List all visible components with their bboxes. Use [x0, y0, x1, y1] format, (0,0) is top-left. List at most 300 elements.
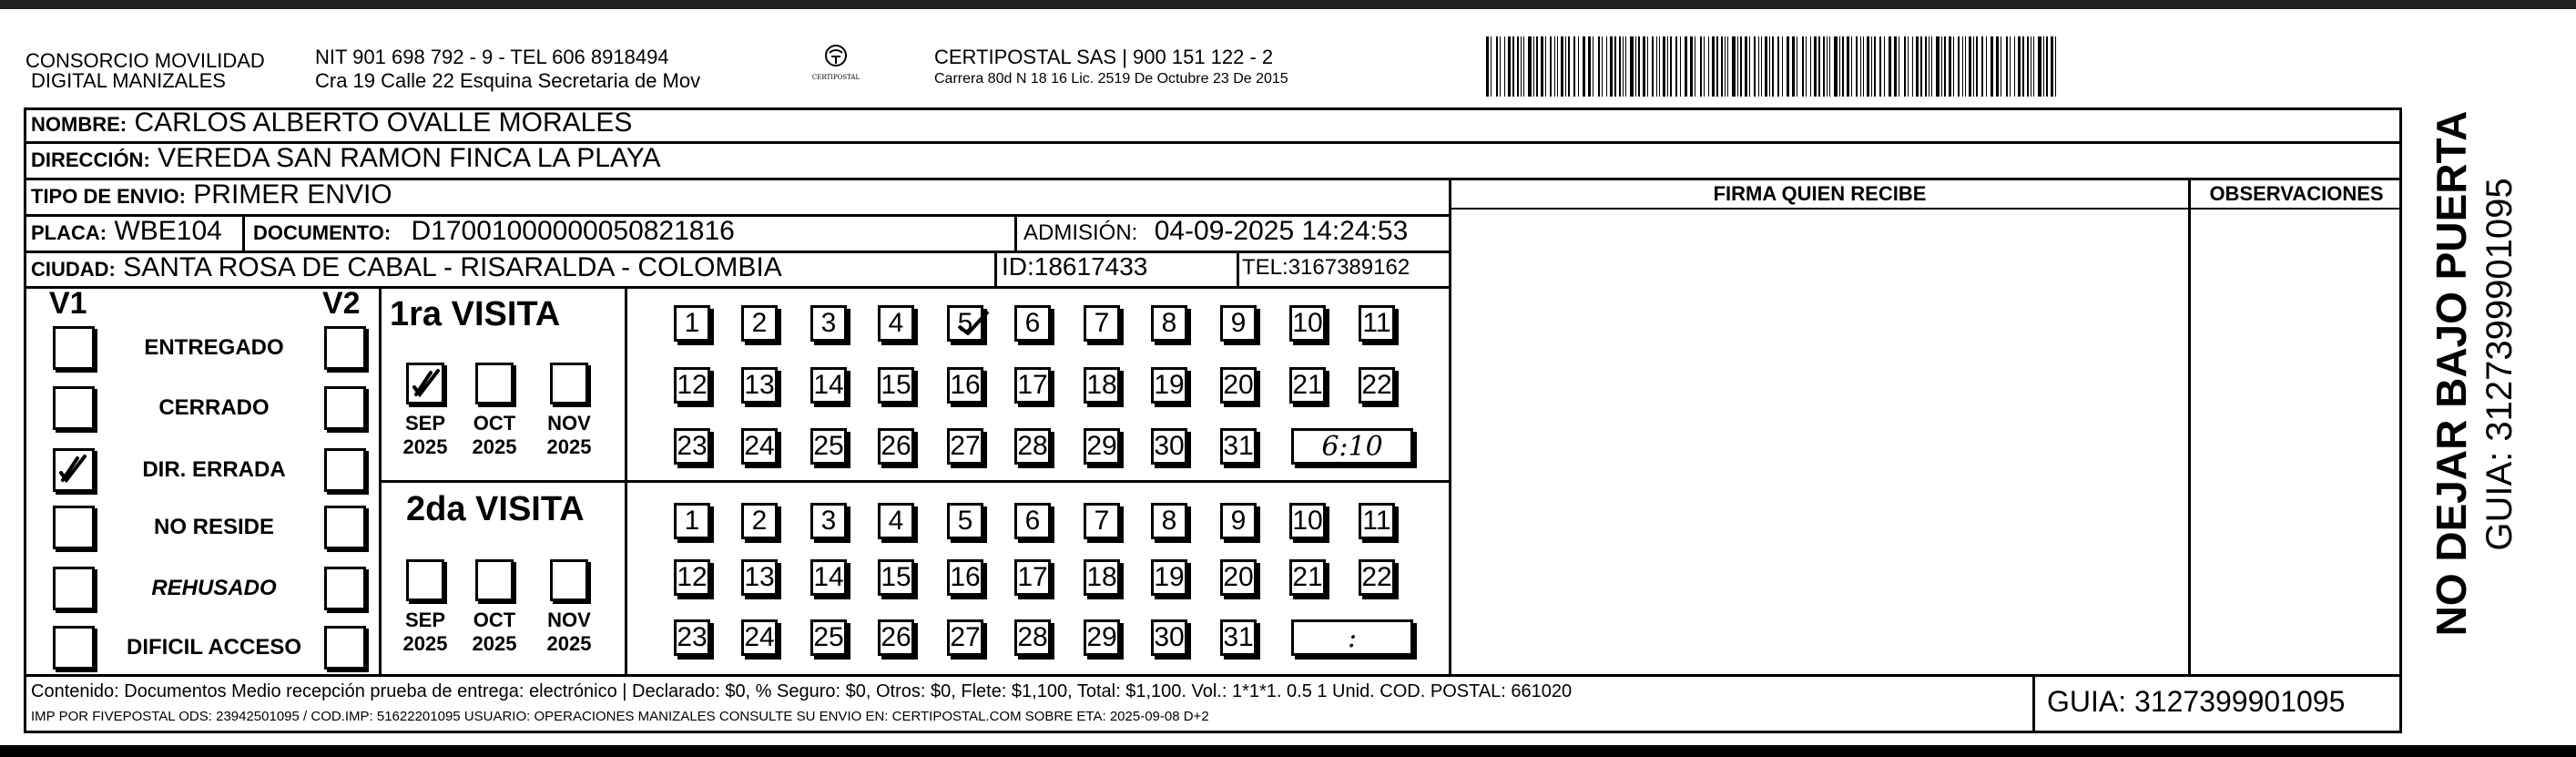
second-visit-day-10[interactable] [1289, 503, 1326, 539]
second-visit-day-7[interactable] [1084, 503, 1120, 539]
first-visit-day-6[interactable] [1014, 305, 1051, 342]
second-visit-day-1[interactable] [674, 503, 710, 539]
v1-checkbox[interactable] [53, 626, 95, 670]
second-visit-month-name: SEP [404, 609, 446, 631]
barcode-bar [1944, 36, 1946, 97]
first-visit-day-15[interactable] [878, 367, 914, 404]
status-label: CERRADO [158, 395, 270, 420]
first-visit-day-18[interactable] [1084, 367, 1120, 404]
first-visit-day-number: 22 [1361, 370, 1392, 400]
second-visit-month-name: NOV [547, 609, 591, 631]
status-label: REHUSADO [151, 576, 277, 600]
second-visit-day-29[interactable] [1084, 619, 1120, 656]
documento-field [253, 216, 735, 247]
barcode-bar [1557, 36, 1558, 97]
id-value: 18617433 [1033, 252, 1148, 281]
first-visit-day-number: 28 [1017, 431, 1048, 461]
barcode-bar [1652, 36, 1654, 97]
second-visit-day-21[interactable] [1289, 559, 1326, 596]
barcode [1486, 36, 2065, 97]
side-guia-label: GUIA: 3127399901095 [2479, 178, 2520, 551]
barcode-bar [1533, 36, 1534, 97]
barcode-bar [1606, 36, 1607, 97]
second-visit-month-name: OCT [473, 609, 516, 631]
tipo-envio-value: PRIMER ENVIO [193, 179, 392, 210]
barcode-bar [1732, 36, 1736, 97]
second-visit-day-3[interactable] [810, 503, 847, 539]
first-visit-month-checkbox[interactable] [406, 363, 444, 404]
second-visit-day-number: 14 [813, 562, 844, 592]
second-visit-month-year: 2025 [546, 632, 592, 655]
first-visit-day-number: 8 [1161, 308, 1177, 338]
second-visit-day-6[interactable] [1014, 503, 1051, 539]
barcode-bar [1550, 36, 1552, 97]
second-visit-day-number: 15 [881, 562, 911, 592]
second-visit-time-box[interactable]: : [1291, 619, 1413, 656]
barcode-bar [1912, 36, 1913, 97]
id-label: ID: [1002, 252, 1034, 281]
second-visit-day-number: 21 [1292, 562, 1323, 592]
first-visit-day-22[interactable] [1359, 367, 1395, 404]
v2-checkbox[interactable] [324, 386, 366, 430]
second-visit-day-number: 4 [888, 506, 904, 536]
direccion-value: VEREDA SAN RAMON FINCA LA PLAYA [158, 143, 661, 173]
first-visit-day-number: 27 [950, 431, 981, 461]
barcode-bar [1667, 36, 1668, 97]
first-visit-month-name: OCT [473, 412, 516, 435]
first-visit-month-year: 2025 [546, 435, 592, 458]
barcode-bar [1708, 36, 1709, 97]
v2-checkbox[interactable] [324, 448, 366, 492]
barcode-bar [1643, 36, 1645, 97]
admision-label: ADMISIÓN: [1023, 220, 1138, 245]
company-contact [315, 46, 700, 93]
barcode-bar [1521, 36, 1522, 97]
first-visit-day-27[interactable] [947, 428, 983, 465]
first-visit-day-number: 31 [1223, 431, 1254, 461]
first-visit-day-12[interactable] [674, 367, 710, 404]
second-visit-day-number: 9 [1230, 506, 1247, 536]
v2-checkbox[interactable] [324, 567, 366, 610]
barcode-bar [1554, 36, 1555, 97]
first-visit-day-17[interactable] [1014, 367, 1051, 404]
second-visit-month-year: 2025 [402, 632, 448, 655]
second-visit-month-checkbox[interactable] [550, 559, 588, 601]
second-visit-month-label [540, 609, 598, 656]
barcode-bar [2055, 36, 2056, 97]
first-visit-day-26[interactable] [878, 428, 914, 465]
second-visit-day-26[interactable] [878, 619, 914, 656]
company-line-1: CONSORCIO MOVILIDAD [25, 49, 265, 72]
admision-field [1023, 216, 1408, 247]
first-visit-day-number: 24 [744, 431, 775, 461]
second-visit-month-label [465, 609, 524, 656]
top-edge-stripe [0, 0, 2576, 9]
first-visit-day-10[interactable] [1289, 305, 1326, 342]
first-visit-month-name: SEP [404, 412, 446, 435]
second-visit-month-checkbox[interactable] [406, 559, 444, 601]
second-visit-day-number: 10 [1292, 506, 1323, 536]
courier-line-1: CERTIPOSTAL SAS | 900 151 122 - 2 [934, 46, 1274, 68]
first-visit-month-year: 2025 [472, 435, 517, 458]
v2-checkbox[interactable] [324, 326, 366, 370]
barcode-bar [1889, 36, 1891, 97]
barcode-bar [1680, 36, 1681, 97]
nombre-value: CARLOS ALBERTO OVALLE MORALES [134, 107, 633, 138]
barcode-bar [1806, 36, 1807, 97]
first-visit-day-number: 7 [1094, 308, 1110, 338]
second-visit-day-27[interactable] [947, 619, 983, 656]
second-visit-day-number: 18 [1086, 562, 1117, 592]
barcode-bar [1716, 36, 1718, 97]
first-visit-month-label [540, 412, 598, 459]
second-visit-day-number: 23 [677, 622, 708, 652]
barcode-bar [1512, 36, 1514, 97]
barcode-bar [1491, 36, 1492, 97]
tel-label: TEL: [1242, 255, 1288, 280]
first-visit-day-number: 9 [1230, 308, 1247, 338]
first-visit-day-1[interactable] [674, 305, 710, 342]
second-visit-day-23[interactable] [674, 619, 710, 656]
second-visit-day-number: 17 [1017, 562, 1048, 592]
barcode-bar [1936, 36, 1940, 97]
barcode-bar [2018, 36, 2021, 97]
first-visit-day-3[interactable] [810, 305, 847, 342]
second-visit-day-number: 31 [1223, 622, 1254, 652]
status-label: ENTREGADO [144, 335, 284, 360]
barcode-bar [2033, 36, 2034, 97]
barcode-bar [1602, 36, 1603, 97]
id-field [1002, 252, 1147, 281]
courier-logo [809, 44, 863, 81]
status-label: NO RESIDE [153, 515, 275, 539]
second-visit-day-22[interactable] [1359, 559, 1395, 596]
second-visit-day-31[interactable] [1220, 619, 1257, 656]
second-visit-day-12[interactable] [674, 559, 710, 596]
barcode-bar [1647, 36, 1648, 97]
second-visit-day-5[interactable] [947, 503, 983, 539]
ciudad-value: SANTA ROSA DE CABAL - RISARALDA - COLOMBIA [123, 252, 782, 282]
first-visit-day-25[interactable] [810, 428, 847, 465]
second-visit-day-11[interactable] [1359, 503, 1395, 539]
barcode-bar [1777, 36, 1779, 97]
barcode-bar [1727, 36, 1728, 97]
barcode-bar [2010, 36, 2011, 97]
first-visit-day-2[interactable] [741, 305, 778, 342]
barcode-bar [1916, 36, 1919, 97]
barcode-bar [1508, 36, 1511, 97]
second-visit-day-13[interactable] [741, 559, 778, 596]
first-visit-month-label [396, 412, 454, 459]
second-visit-day-25[interactable] [810, 619, 847, 656]
barcode-bar [1598, 36, 1600, 97]
status-label: DIFICIL ACCESO [126, 635, 301, 660]
barcode-bar [1884, 36, 1885, 97]
second-visit-day-number: 24 [744, 622, 775, 652]
second-visit-day-19[interactable] [1151, 559, 1187, 596]
barcode-bar [1656, 36, 1657, 97]
barcode-bar [1500, 36, 1501, 97]
first-visit-day-21[interactable] [1289, 367, 1326, 404]
second-visit-day-number: 6 [1024, 506, 1041, 536]
first-visit-day-29[interactable] [1084, 428, 1120, 465]
ciudad-label: CIUDAD: [31, 258, 116, 281]
v1-checkbox[interactable] [53, 567, 95, 610]
barcode-bar [1973, 36, 1974, 97]
second-visit-day-number: 12 [677, 562, 708, 592]
second-visit-day-number: 13 [744, 562, 775, 592]
barcode-bar [1690, 36, 1693, 97]
barcode-bar [1823, 36, 1825, 97]
second-visit-day-4[interactable] [878, 503, 914, 539]
barcode-bar [1996, 36, 1999, 97]
admision-value: 04-09-2025 14:24:53 [1154, 216, 1409, 246]
first-visit-day-number: 30 [1154, 431, 1185, 461]
barcode-bar [1787, 36, 1789, 97]
second-visit-day-17[interactable] [1014, 559, 1051, 596]
first-visit-day-20[interactable] [1220, 367, 1257, 404]
barcode-bar [1981, 36, 1983, 97]
barcode-bar [1670, 36, 1672, 97]
barcode-bar [1541, 36, 1543, 97]
first-visit-day-19[interactable] [1151, 367, 1187, 404]
second-visit-day-number: 28 [1017, 622, 1048, 652]
second-visit-month-label [396, 609, 454, 656]
first-visit-day-number: 5 [957, 308, 973, 338]
barcode-bar [1818, 36, 1820, 97]
first-visit-day-number: 10 [1292, 308, 1323, 338]
first-visit-day-16[interactable] [947, 367, 983, 404]
second-visit-day-number: 25 [813, 622, 844, 652]
barcode-bar [1920, 36, 1922, 97]
imp-line-text: IMP POR FIVEPOSTAL ODS: 23942501095 / COD.IMP: 51622201095 USUARIO: OPERACIONES MANIZALES CONSULTE SU ENVIO EN: CERTIPOSTAL.COM SOBRE ETA: 2025-09-08 D+2 [31, 709, 1209, 724]
barcode-bar [1545, 36, 1546, 97]
second-visit-day-number: 8 [1161, 506, 1177, 536]
barcode-bar [1986, 36, 1987, 97]
first-visit-day-number: 13 [744, 370, 775, 400]
contenido-text: Contenido: Documentos Medio recepción prueba de entrega: electrónico | Declarado: $0, % Seguro: $0, Otros: $0, Flete: $1,100, Total: $1,100. Vol.: 1*1*1. 0.5 1 Unid. COD. POSTAL: 661020 [31, 681, 1573, 701]
company-line-2: DIGITAL MANIZALES [31, 69, 226, 92]
barcode-bar [2043, 36, 2044, 97]
first-visit-time-box[interactable]: 6:10 [1291, 428, 1413, 465]
first-visit-day-number: 16 [950, 370, 981, 400]
barcode-bar [1769, 36, 1770, 97]
barcode-bar [1568, 36, 1570, 97]
barcode-bar [1761, 36, 1762, 97]
placa-field [31, 216, 222, 247]
second-visit-day-number: 3 [820, 506, 837, 536]
firma-label: FIRMA QUIEN RECIBE [1713, 182, 1927, 205]
second-visit-title: 2da VISITA [406, 490, 585, 528]
second-visit-day-9[interactable] [1220, 503, 1257, 539]
barcode-bar [2027, 36, 2029, 97]
v2-checkbox[interactable] [324, 626, 366, 670]
barcode-bar [1610, 36, 1613, 97]
barcode-bar [1765, 36, 1767, 97]
documento-label: DOCUMENTO: [253, 221, 392, 244]
second-visit-day-16[interactable] [947, 559, 983, 596]
barcode-bar [1583, 36, 1585, 97]
first-visit-day-number: 20 [1223, 370, 1254, 400]
barcode-bar [1565, 36, 1566, 97]
barcode-bar [1630, 36, 1634, 97]
barcode-bar [2014, 36, 2015, 97]
barcode-bar [1623, 36, 1624, 97]
second-visit-day-2[interactable] [741, 503, 778, 539]
first-visit-day-number: 1 [684, 308, 700, 338]
barcode-bar [1871, 36, 1872, 97]
barcode-bar [1700, 36, 1702, 97]
documento-value: D17001000000050821816 [411, 216, 735, 246]
barcode-bar [1834, 36, 1838, 97]
barcode-bar [1663, 36, 1665, 97]
second-visit-day-28[interactable] [1014, 619, 1051, 656]
nit-line: NIT 901 698 792 - 9 - TEL 606 8918494 [315, 46, 669, 68]
barcode-bar [1758, 36, 1759, 97]
v1-checkbox[interactable] [53, 506, 95, 549]
barcode-bar [1745, 36, 1747, 97]
tipo-envio-label: TIPO DE ENVIO: [31, 185, 186, 208]
first-visit-month-label [465, 412, 524, 459]
first-visit-day-11[interactable] [1359, 305, 1395, 342]
direccion-field [31, 143, 661, 174]
barcode-bar [1925, 36, 1927, 97]
first-visit-day-number: 29 [1086, 431, 1117, 461]
first-visit-month-name: NOV [547, 412, 591, 435]
ciudad-field [31, 252, 782, 283]
barcode-bar [1856, 36, 1858, 97]
nombre-field [31, 107, 632, 138]
barcode-bar [1792, 36, 1795, 97]
first-visit-month-checkbox[interactable] [475, 363, 514, 404]
v2-checkbox[interactable] [324, 506, 366, 549]
second-visit-month-checkbox[interactable] [475, 559, 514, 601]
barcode-bar [1874, 36, 1876, 97]
first-visit-day-4[interactable] [878, 305, 914, 342]
second-visit-day-number: 26 [881, 622, 911, 652]
barcode-bar [1754, 36, 1756, 97]
second-visit-day-number: 2 [751, 506, 768, 536]
nombre-label: NOMBRE: [31, 113, 127, 136]
observaciones-label: OBSERVACIONES [2209, 182, 2384, 205]
first-visit-day-13[interactable] [741, 367, 778, 404]
second-visit-day-15[interactable] [878, 559, 914, 596]
v1-checkbox[interactable] [53, 386, 95, 430]
first-visit-day-number: 26 [881, 431, 911, 461]
barcode-bar [1625, 36, 1626, 97]
second-visit-day-14[interactable] [810, 559, 847, 596]
barcode-bar [1619, 36, 1621, 97]
first-visit-day-number: 2 [751, 308, 768, 338]
first-visit-day-7[interactable] [1084, 305, 1120, 342]
address-line: Cra 19 Calle 22 Esquina Secretaria de Mov [315, 69, 701, 92]
barcode-bar [1894, 36, 1897, 97]
barcode-bar [1810, 36, 1811, 97]
barcode-bar [1528, 36, 1532, 97]
placa-label: PLACA: [31, 221, 107, 244]
courier-logo-text: CERTIPOSTAL [811, 74, 860, 81]
barcode-bar [1802, 36, 1804, 97]
company-name [25, 51, 265, 91]
barcode-bar [1638, 36, 1640, 97]
placa-value: WBE104 [114, 216, 222, 246]
barcode-bar [1704, 36, 1705, 97]
barcode-bar [1517, 36, 1519, 97]
barcode-bar [1614, 36, 1616, 97]
first-visit-day-number: 6 [1024, 308, 1041, 338]
second-visit-day-18[interactable] [1084, 559, 1120, 596]
first-visit-day-23[interactable] [674, 428, 710, 465]
second-visit-day-number: 27 [950, 622, 981, 652]
barcode-bar [1578, 36, 1579, 97]
barcode-bar [1772, 36, 1774, 97]
barcode-bar [1712, 36, 1715, 97]
barcode-bar [1486, 36, 1489, 97]
tel-value: 3167389162 [1288, 255, 1410, 280]
barcode-bar [1675, 36, 1677, 97]
second-visit-day-number: 30 [1154, 622, 1185, 652]
first-visit-month-checkbox[interactable] [550, 363, 588, 404]
barcode-bar [1969, 36, 1971, 97]
barcode-bar [1588, 36, 1591, 97]
barcode-bar [1931, 36, 1932, 97]
barcode-bar [1847, 36, 1849, 97]
barcode-bar [1561, 36, 1563, 97]
barcode-bar [1737, 36, 1738, 97]
barcode-bar [1949, 36, 1951, 97]
barcode-bar [1867, 36, 1869, 97]
second-visit-day-number: 16 [950, 562, 981, 592]
barcode-bar [1879, 36, 1881, 97]
first-visit-day-number: 21 [1292, 370, 1323, 400]
barcode-bar [2022, 36, 2024, 97]
barcode-bar [1523, 36, 1524, 97]
courier-info [934, 46, 1288, 89]
second-visit-day-8[interactable] [1151, 503, 1187, 539]
courier-logo-icon [822, 44, 850, 69]
v1-checkbox[interactable] [53, 448, 95, 492]
barcode-bar [1536, 36, 1538, 97]
second-visit-day-20[interactable] [1220, 559, 1257, 596]
first-visit-day-8[interactable] [1151, 305, 1187, 342]
barcode-bar [1685, 36, 1687, 97]
first-visit-day-5[interactable] [947, 305, 983, 342]
first-visit-day-30[interactable] [1151, 428, 1187, 465]
second-visit-day-30[interactable] [1151, 619, 1187, 656]
first-visit-day-14[interactable] [810, 367, 847, 404]
second-visit-day-number: 5 [957, 506, 973, 536]
second-visit-month-year: 2025 [472, 632, 517, 655]
second-visit-day-number: 7 [1094, 506, 1110, 536]
v2-label: V2 [322, 286, 361, 321]
barcode-bar [1504, 36, 1505, 97]
barcode-bar [1953, 36, 1954, 97]
first-visit-day-9[interactable] [1220, 305, 1257, 342]
first-visit-day-28[interactable] [1014, 428, 1051, 465]
second-visit-day-number: 19 [1154, 562, 1185, 592]
second-visit-day-number: 29 [1086, 622, 1117, 652]
barcode-bar [1573, 36, 1575, 97]
barcode-bar [1863, 36, 1864, 97]
second-visit-day-number: 11 [1362, 506, 1391, 536]
second-visit-day-24[interactable] [741, 619, 778, 656]
first-visit-day-24[interactable] [741, 428, 778, 465]
first-visit-day-number: 11 [1362, 308, 1391, 338]
status-label: DIR. ERRADA [142, 457, 286, 482]
barcode-bar [2006, 36, 2008, 97]
first-visit-day-31[interactable] [1220, 428, 1257, 465]
v1-checkbox[interactable] [53, 326, 95, 370]
